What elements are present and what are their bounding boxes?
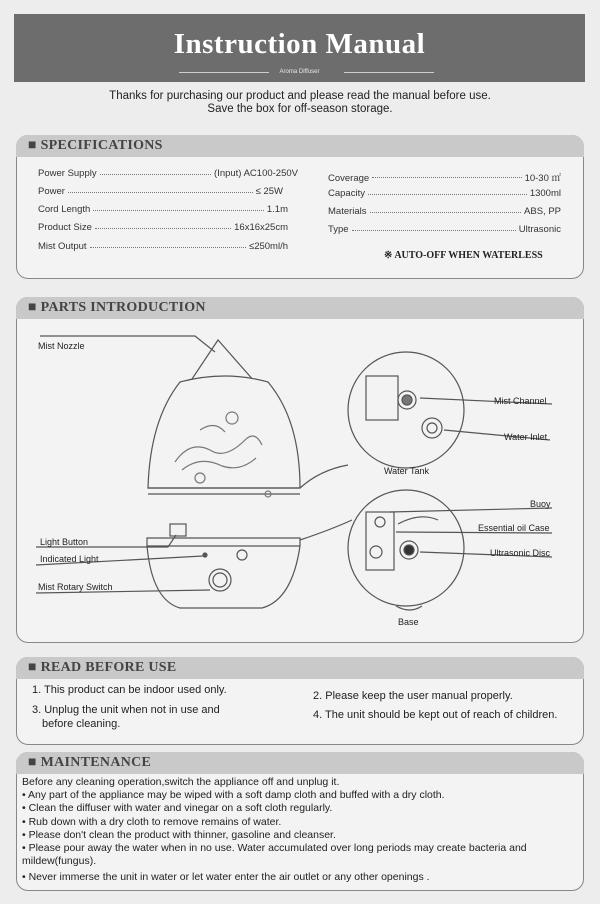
label-mist-rotary-switch: Mist Rotary Switch (38, 582, 113, 592)
page-subtitle: Aroma Diffuser (279, 69, 320, 75)
intro-line-1: Thanks for purchasing our product and please read the manual before use. (109, 90, 491, 102)
label-indicated-light: Indicated Light (40, 554, 99, 564)
label-light-button: Light Button (40, 537, 89, 547)
label-base: Base (398, 617, 419, 627)
label-mist-channel: Mist Channel (494, 396, 547, 406)
spec-value: 10-30 ㎡ (524, 173, 561, 184)
auto-off-note: ※ AUTO-OFF WHEN WATERLESS (384, 250, 543, 261)
read-item-1: 1. This product can be indoor used only. (32, 684, 227, 696)
spec-value: ≤250ml/h (248, 241, 288, 252)
base-drawing (147, 538, 300, 608)
maintenance-line: • Please pour away the water when in no use. Water accumulated over long periods may create bacteria and (22, 842, 527, 855)
spec-value: 1.1m (266, 204, 288, 215)
indicated-light-drawing (203, 553, 207, 557)
intro-line-2: Save the box for off-season storage. (207, 103, 393, 115)
maintenance-heading: ■ MAINTENANCE (28, 755, 152, 770)
label-water-tank: Water Tank (384, 466, 430, 476)
label-buoy: Buoy (530, 499, 551, 509)
spec-label: Product Size (38, 222, 92, 233)
label-essential-oil-case: Essential oil Case (478, 523, 550, 533)
maintenance-line: • Please don't clean the product with thinner, gasoline and cleanser. (22, 828, 336, 841)
label-water-inlet: Water Inlet (504, 432, 548, 442)
read-item-3-cont: before cleaning. (42, 718, 121, 730)
spec-label: Coverage (328, 173, 370, 184)
read-item-4: 4. The unit should be kept out of reach of children. (313, 709, 558, 721)
read-item-2: 2. Please keep the user manual properly. (313, 690, 513, 702)
spec-value: 1300ml (529, 188, 561, 199)
spec-value: Ultrasonic (518, 224, 561, 235)
spec-label: Mist Output (38, 241, 87, 252)
spec-value: ABS, PP (524, 206, 561, 217)
spec-label: Materials (328, 206, 367, 217)
label-mist-nozzle: Mist Nozzle (38, 341, 85, 351)
maintenance-text (22, 776, 577, 885)
maintenance-line: Before any cleaning operation,switch the appliance off and unplug it. (22, 776, 340, 788)
maintenance-header (16, 752, 584, 774)
maintenance-line: mildew(fungus). (22, 855, 97, 868)
parts-heading: ■ PARTS INTRODUCTION (28, 300, 206, 315)
spec-label: Capacity (328, 188, 365, 199)
read-item-3: 3. Unplug the unit when not in use and (32, 704, 220, 716)
label-ultrasonic-disc: Ultrasonic Disc (490, 548, 551, 558)
page-title: Instruction Manual (173, 28, 426, 60)
maintenance-line: • Clean the diffuser with water and vinegar on a soft cloth regularly. (22, 802, 333, 815)
specifications-heading: ■ SPECIFICATIONS (28, 138, 163, 153)
maintenance-line: • Any part of the appliance may be wiped with a soft damp cloth and buffed with a dry cloth. (22, 789, 445, 802)
water-tank-drawing (148, 376, 300, 488)
spec-label: Cord Length (38, 204, 91, 215)
light-button-drawing (170, 524, 186, 536)
spec-value: ≤ 25W (255, 186, 283, 197)
spec-value: (Input) AC100-250V (214, 168, 298, 179)
spec-label: Power Supply (38, 168, 97, 179)
read-before-use-header (16, 657, 584, 679)
maintenance-line: • Rub down with a dry cloth to remove remains of water. (22, 815, 282, 828)
tank-top-view (348, 352, 464, 468)
read-before-use-heading: ■ READ BEFORE USE (28, 660, 177, 675)
maintenance-line: • Never immerse the unit in water or let water enter the air outlet or any other openings . (22, 871, 430, 884)
spec-value: 16x16x25cm (234, 222, 288, 233)
spec-label: Type (328, 224, 349, 235)
spec-label: Power (38, 186, 65, 197)
